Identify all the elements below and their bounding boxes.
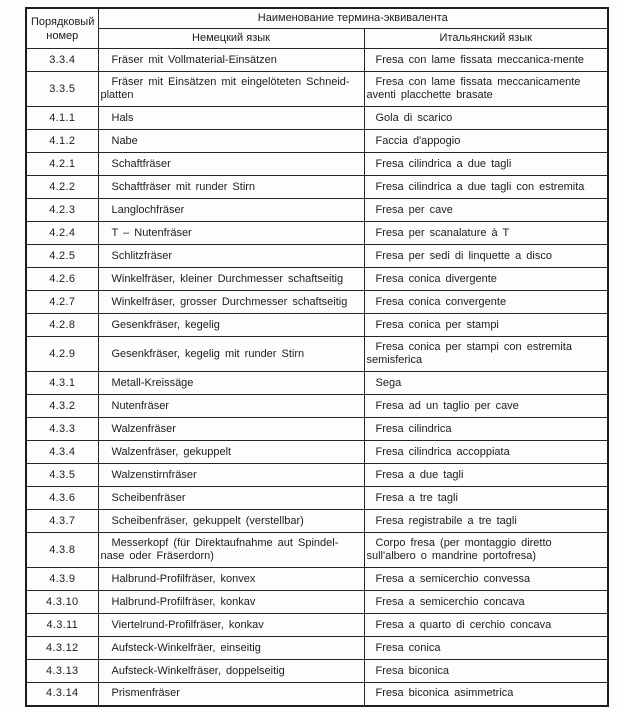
table-row (26, 464, 608, 487)
table-row (26, 637, 608, 660)
table-row (26, 199, 608, 222)
table-row (26, 176, 608, 199)
table-row (26, 49, 608, 72)
table-row (26, 683, 608, 706)
italian-term-cell: Fresa a semicerchio concava (364, 591, 608, 614)
ordinal-number-cell: 4.3.4 (26, 441, 98, 464)
german-term-cell: Viertelrund-Profilfräser, konkav (98, 614, 364, 637)
table-header (26, 8, 608, 49)
column-header-ordinal-number: Порядковый номер (26, 8, 98, 49)
table-row (26, 153, 608, 176)
table-row (26, 291, 608, 314)
table-row (26, 395, 608, 418)
ordinal-number-cell: 4.3.14 (26, 683, 98, 706)
german-term-cell: Fräser mit Vollmaterial-Einsätzen (98, 49, 364, 72)
german-term-cell: Messerkopf (für Direktaufnahme aut Spindel-nase oder Fräserdorn) (98, 533, 364, 568)
italian-term-cell: Fresa per scanalature à T (364, 222, 608, 245)
column-header-term-equivalent-group: Наименование термина-эквивалента (98, 8, 608, 29)
italian-term-cell: Fresa conica convergente (364, 291, 608, 314)
italian-term-cell: Fresa conica per stampi con estremita semisferica (364, 337, 608, 372)
italian-term-cell: Fresa con lame fissata meccanica-mente (364, 49, 608, 72)
ordinal-number-cell: 4.1.1 (26, 107, 98, 130)
ordinal-number-cell: 4.2.3 (26, 199, 98, 222)
german-term-cell: Hals (98, 107, 364, 130)
ordinal-number-cell: 4.2.8 (26, 314, 98, 337)
table-row (26, 268, 608, 291)
italian-term-cell: Fresa conica per stampi (364, 314, 608, 337)
ordinal-number-cell: 4.2.2 (26, 176, 98, 199)
italian-term-cell: Fresa per sedi di linquette a disco (364, 245, 608, 268)
german-term-cell: Langlochfräser (98, 199, 364, 222)
ordinal-number-cell: 4.2.4 (26, 222, 98, 245)
ordinal-number-cell: 4.3.11 (26, 614, 98, 637)
german-term-cell: T – Nutenfräser (98, 222, 364, 245)
italian-term-cell: Faccia d'appogio (364, 130, 608, 153)
italian-term-cell: Fresa a due tagli (364, 464, 608, 487)
ordinal-number-cell: 4.3.5 (26, 464, 98, 487)
german-term-cell: Gesenkfräser, kegelig mit runder Stirn (98, 337, 364, 372)
german-term-cell: Schaftfräser mit runder Stirn (98, 176, 364, 199)
ordinal-number-cell: 3.3.5 (26, 72, 98, 107)
german-term-cell: Nutenfräser (98, 395, 364, 418)
italian-term-cell: Sega (364, 372, 608, 395)
ordinal-number-cell: 4.2.9 (26, 337, 98, 372)
german-term-cell: Aufsteck-Winkelfräer, einseitig (98, 637, 364, 660)
italian-term-cell: Fresa a semicerchio convessa (364, 568, 608, 591)
ordinal-number-cell: 4.2.1 (26, 153, 98, 176)
ordinal-number-cell: 4.1.2 (26, 130, 98, 153)
table-row (26, 130, 608, 153)
german-term-cell: Walzenfräser, gekuppelt (98, 441, 364, 464)
german-term-cell: Prismenfräser (98, 683, 364, 706)
german-term-cell: Schlitzfräser (98, 245, 364, 268)
ordinal-number-cell: 3.3.4 (26, 49, 98, 72)
table-row (26, 614, 608, 637)
table-row (26, 487, 608, 510)
german-term-cell: Halbrund-Profilfräser, konvex (98, 568, 364, 591)
german-term-cell: Metall-Kreissäge (98, 372, 364, 395)
table-row (26, 245, 608, 268)
italian-term-cell: Corpo fresa (per montaggio diretto sull'albero o mandrine portofresa) (364, 533, 608, 568)
italian-term-cell: Fresa ad un taglio per cave (364, 395, 608, 418)
italian-term-cell: Fresa conica divergente (364, 268, 608, 291)
german-term-cell: Winkelfräser, grosser Durchmesser schaftseitig (98, 291, 364, 314)
table-row (26, 337, 608, 372)
table-row (26, 72, 608, 107)
german-term-cell: Nabe (98, 130, 364, 153)
ordinal-number-cell: 4.3.1 (26, 372, 98, 395)
italian-term-cell: Fresa cilindrica a due tagli con estremita (364, 176, 608, 199)
italian-term-cell: Fresa a tre tagli (364, 487, 608, 510)
german-term-cell: Aufsteck-Winkelfräser, doppelseitig (98, 660, 364, 683)
german-term-cell: Walzenfräser (98, 418, 364, 441)
terminology-table (25, 7, 609, 707)
ordinal-number-cell: 4.2.6 (26, 268, 98, 291)
italian-term-cell: Fresa biconica asimmetrica (364, 683, 608, 706)
table-row (26, 441, 608, 464)
ordinal-number-cell: 4.3.2 (26, 395, 98, 418)
italian-term-cell: Fresa registrabile a tre tagli (364, 510, 608, 533)
ordinal-number-cell: 4.2.5 (26, 245, 98, 268)
ordinal-number-cell: 4.3.8 (26, 533, 98, 568)
italian-term-cell: Fresa conica (364, 637, 608, 660)
table-row (26, 510, 608, 533)
ordinal-number-cell: 4.3.6 (26, 487, 98, 510)
ordinal-number-cell: 4.2.7 (26, 291, 98, 314)
german-term-cell: Winkelfräser, kleiner Durchmesser schaftseitig (98, 268, 364, 291)
german-term-cell: Schaftfräser (98, 153, 364, 176)
italian-term-cell: Fresa a quarto di cerchio concava (364, 614, 608, 637)
table-row (26, 418, 608, 441)
ordinal-number-cell: 4.3.3 (26, 418, 98, 441)
german-term-cell: Halbrund-Profilfräser, konkav (98, 591, 364, 614)
table-body (26, 49, 608, 706)
ordinal-number-cell: 4.3.13 (26, 660, 98, 683)
table-row (26, 222, 608, 245)
italian-term-cell: Fresa per cave (364, 199, 608, 222)
german-term-cell: Gesenkfräser, kegelig (98, 314, 364, 337)
italian-term-cell: Fresa cilindrica accoppiata (364, 441, 608, 464)
ordinal-number-cell: 4.3.9 (26, 568, 98, 591)
ordinal-number-cell: 4.3.10 (26, 591, 98, 614)
italian-term-cell: Gola di scarico (364, 107, 608, 130)
italian-term-cell: Fresa cilindrica a due tagli (364, 153, 608, 176)
german-term-cell: Scheibenfräser, gekuppelt (verstellbar) (98, 510, 364, 533)
table-row (26, 660, 608, 683)
ordinal-number-cell: 4.3.12 (26, 637, 98, 660)
table-row (26, 107, 608, 130)
italian-term-cell: Fresa cilindrica (364, 418, 608, 441)
table-row (26, 533, 608, 568)
italian-term-cell: Fresa biconica (364, 660, 608, 683)
german-term-cell: Scheibenfräser (98, 487, 364, 510)
column-header-italian: Итальянский язык (364, 29, 608, 49)
table-row (26, 372, 608, 395)
table-row (26, 314, 608, 337)
table-row (26, 568, 608, 591)
german-term-cell: Fräser mit Einsätzen mit eingelöteten Schneid-platten (98, 72, 364, 107)
ordinal-number-cell: 4.3.7 (26, 510, 98, 533)
german-term-cell: Walzenstirnfräser (98, 464, 364, 487)
column-header-german: Немецкий язык (98, 29, 364, 49)
italian-term-cell: Fresa con lame fissata meccanicamente aventi placchette brasate (364, 72, 608, 107)
table-row (26, 591, 608, 614)
